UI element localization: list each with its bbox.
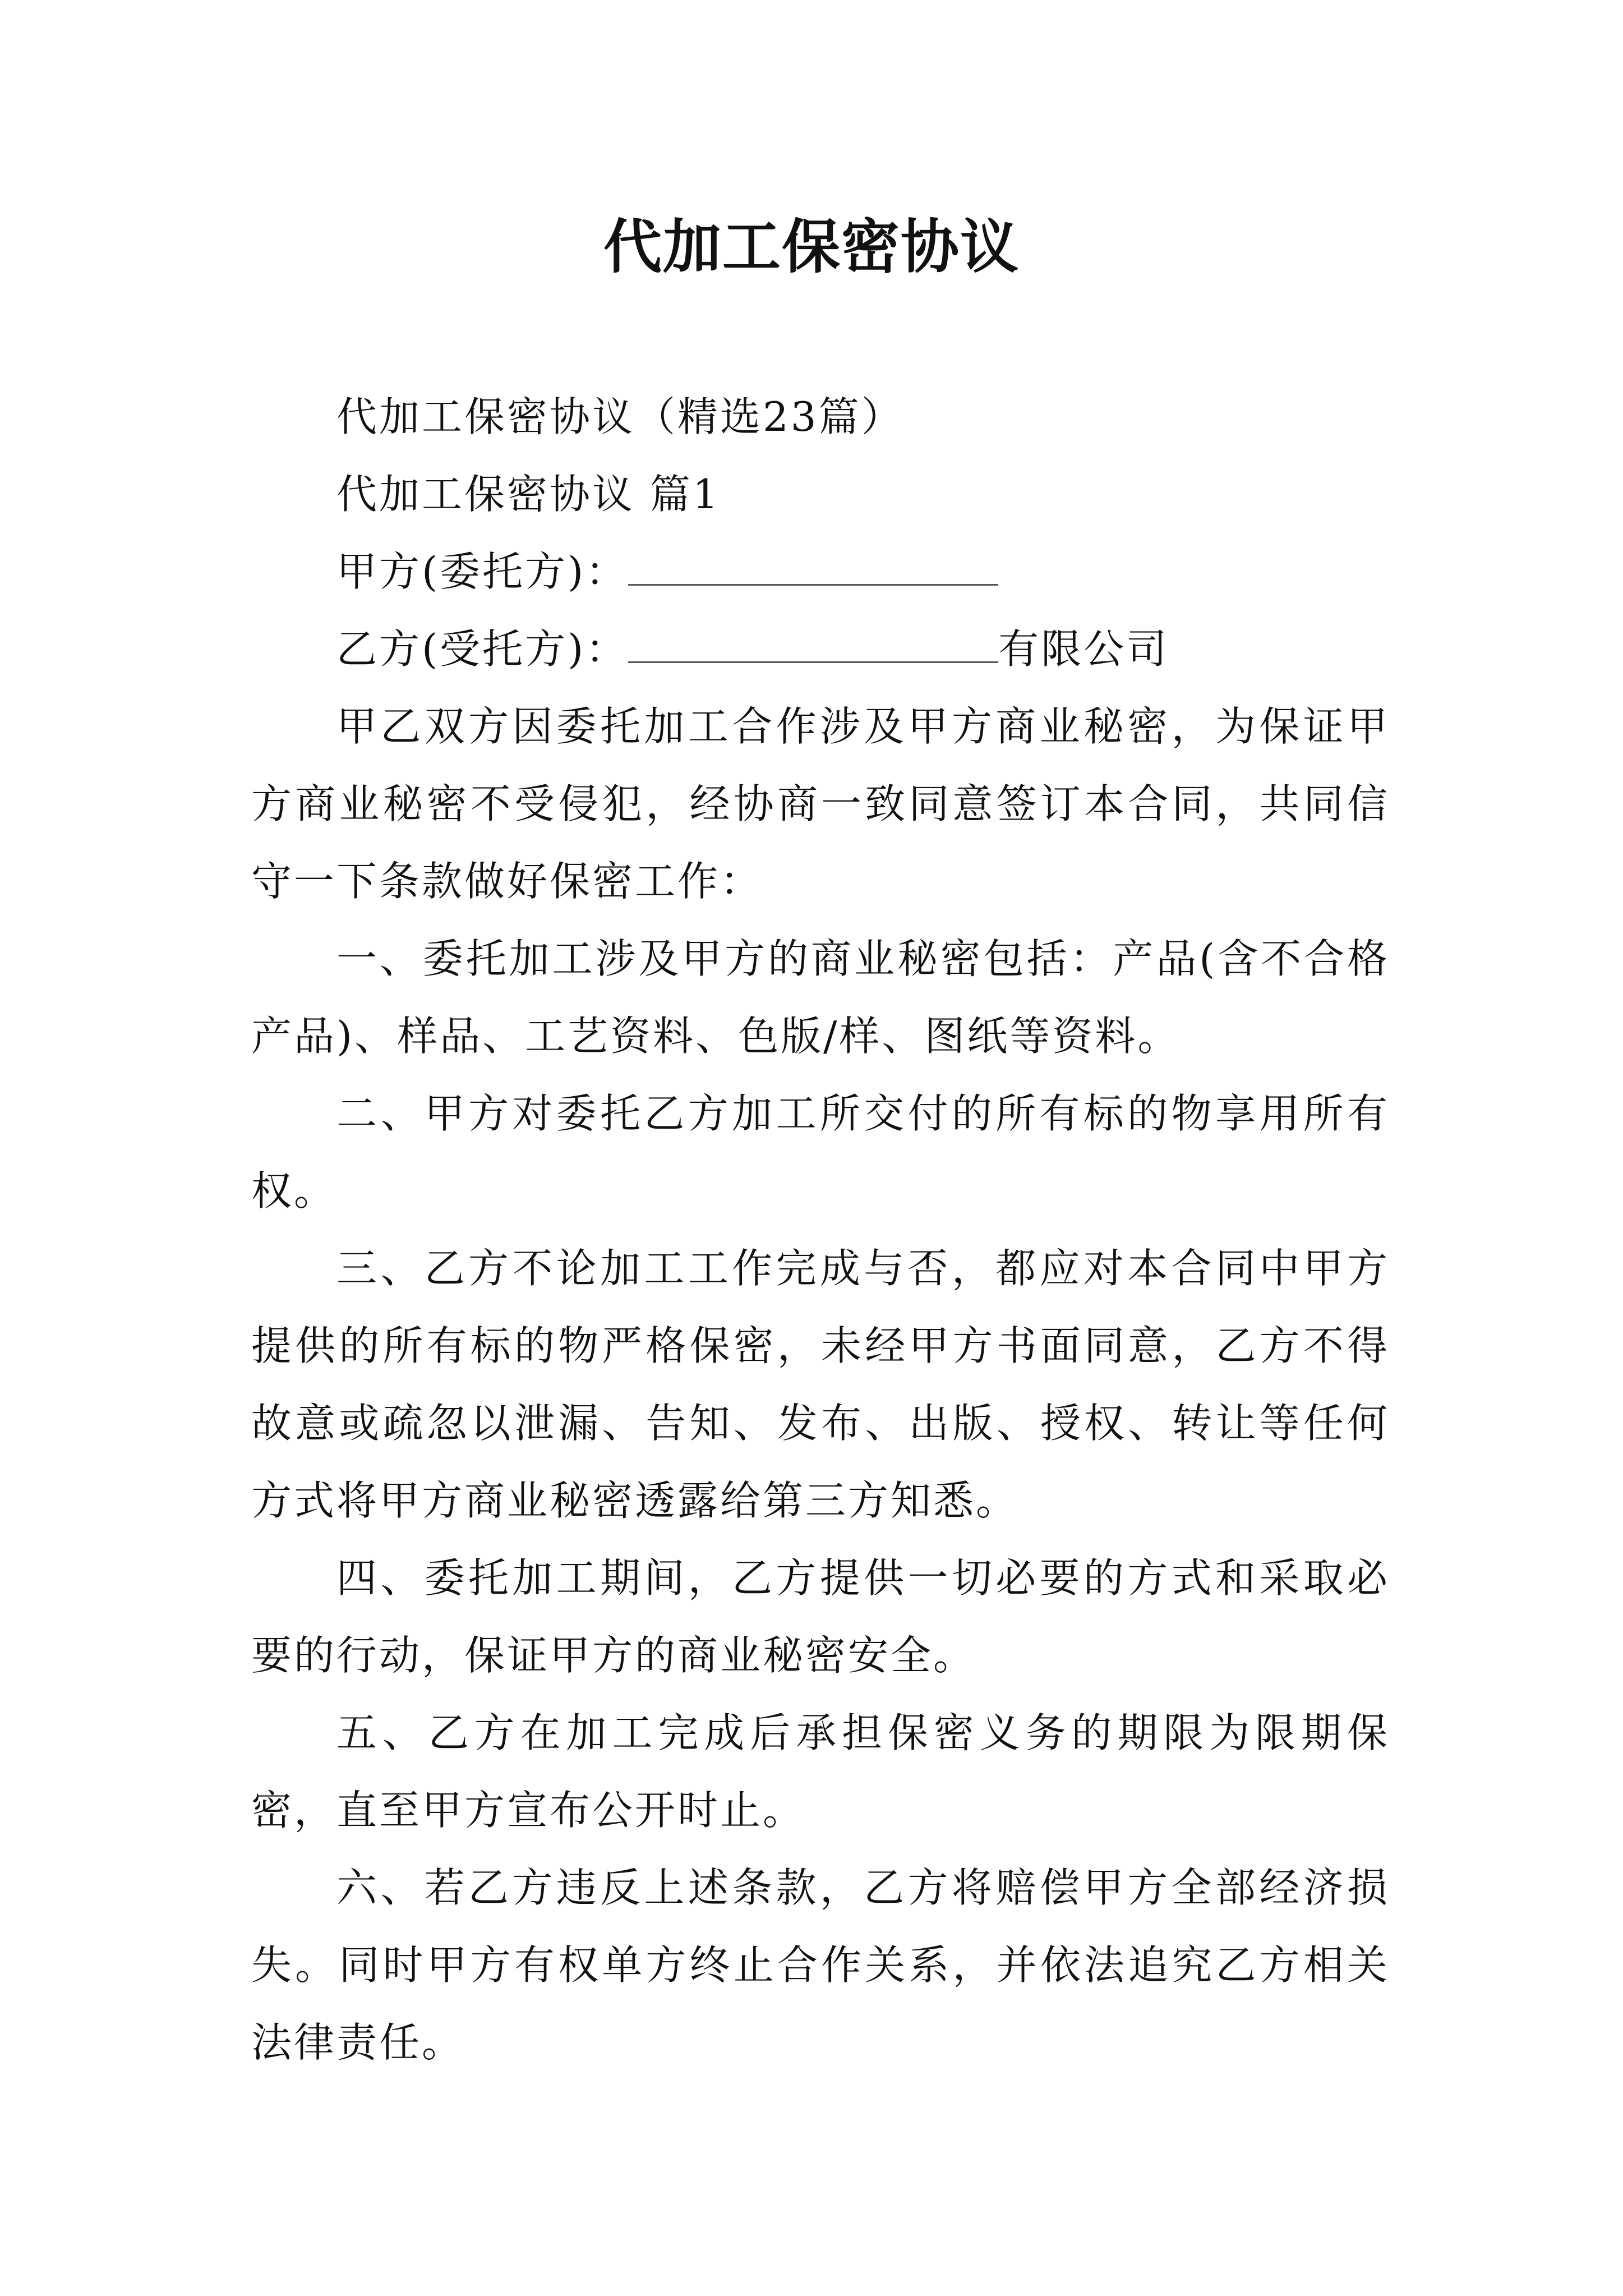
party-b-suffix: 有限公司 <box>998 625 1169 673</box>
party-b-blank <box>628 629 998 663</box>
clause-2: 二、甲方对委托乙方加工所交付的所有标的物享用所有权。 <box>251 1090 1390 1214</box>
document-subtitle: 代加工保密协议（精选23篇） <box>336 393 904 440</box>
party-a-blank <box>628 551 998 586</box>
party-b-line <box>251 610 1390 688</box>
party-a-line <box>251 533 1390 610</box>
clause-6: 六、若乙方违反上述条款，乙方将赔偿甲方全部经济损失。同时甲方有权单方终止合作关系，并依法追究乙方相关法律责任。 <box>251 1864 1390 2066</box>
clause-4: 四、委托加工期间，乙方提供一切必要的方式和采取必要的行动，保证甲方的商业秘密安全。 <box>251 1554 1390 1679</box>
paragraph-intro: 甲乙双方因委托加工合作涉及甲方商业秘密，为保证甲方商业秘密不受侵犯，经协商一致同意签订本合同，共同信守一下条款做好保密工作： <box>251 703 1390 905</box>
clause-1: 一、委托加工涉及甲方的商业秘密包括：产品(含不合格产品)、样品、工艺资料、色版/样、图纸等资料。 <box>251 935 1390 1060</box>
section-heading: 代加工保密协议 篇1 <box>336 471 721 518</box>
document-body <box>251 378 1390 2081</box>
clause-3: 三、乙方不论加工工作完成与否，都应对本合同中甲方提供的所有标的物严格保密，未经甲方书面同意，乙方不得故意或疏忽以泄漏、告知、发布、出版、授权、转让等任何方式将甲方商业秘密透露给第三方知悉。 <box>251 1245 1390 1524</box>
document-title: 代加工保密协议 <box>603 212 1020 281</box>
party-a-label: 甲方(委托方)： <box>336 548 629 595</box>
party-b-label: 乙方(受托方)： <box>336 625 629 673</box>
clause-5: 五、乙方在加工完成后承担保密义务的期限为限期保密，直至甲方宣布公开时止。 <box>251 1709 1390 1834</box>
